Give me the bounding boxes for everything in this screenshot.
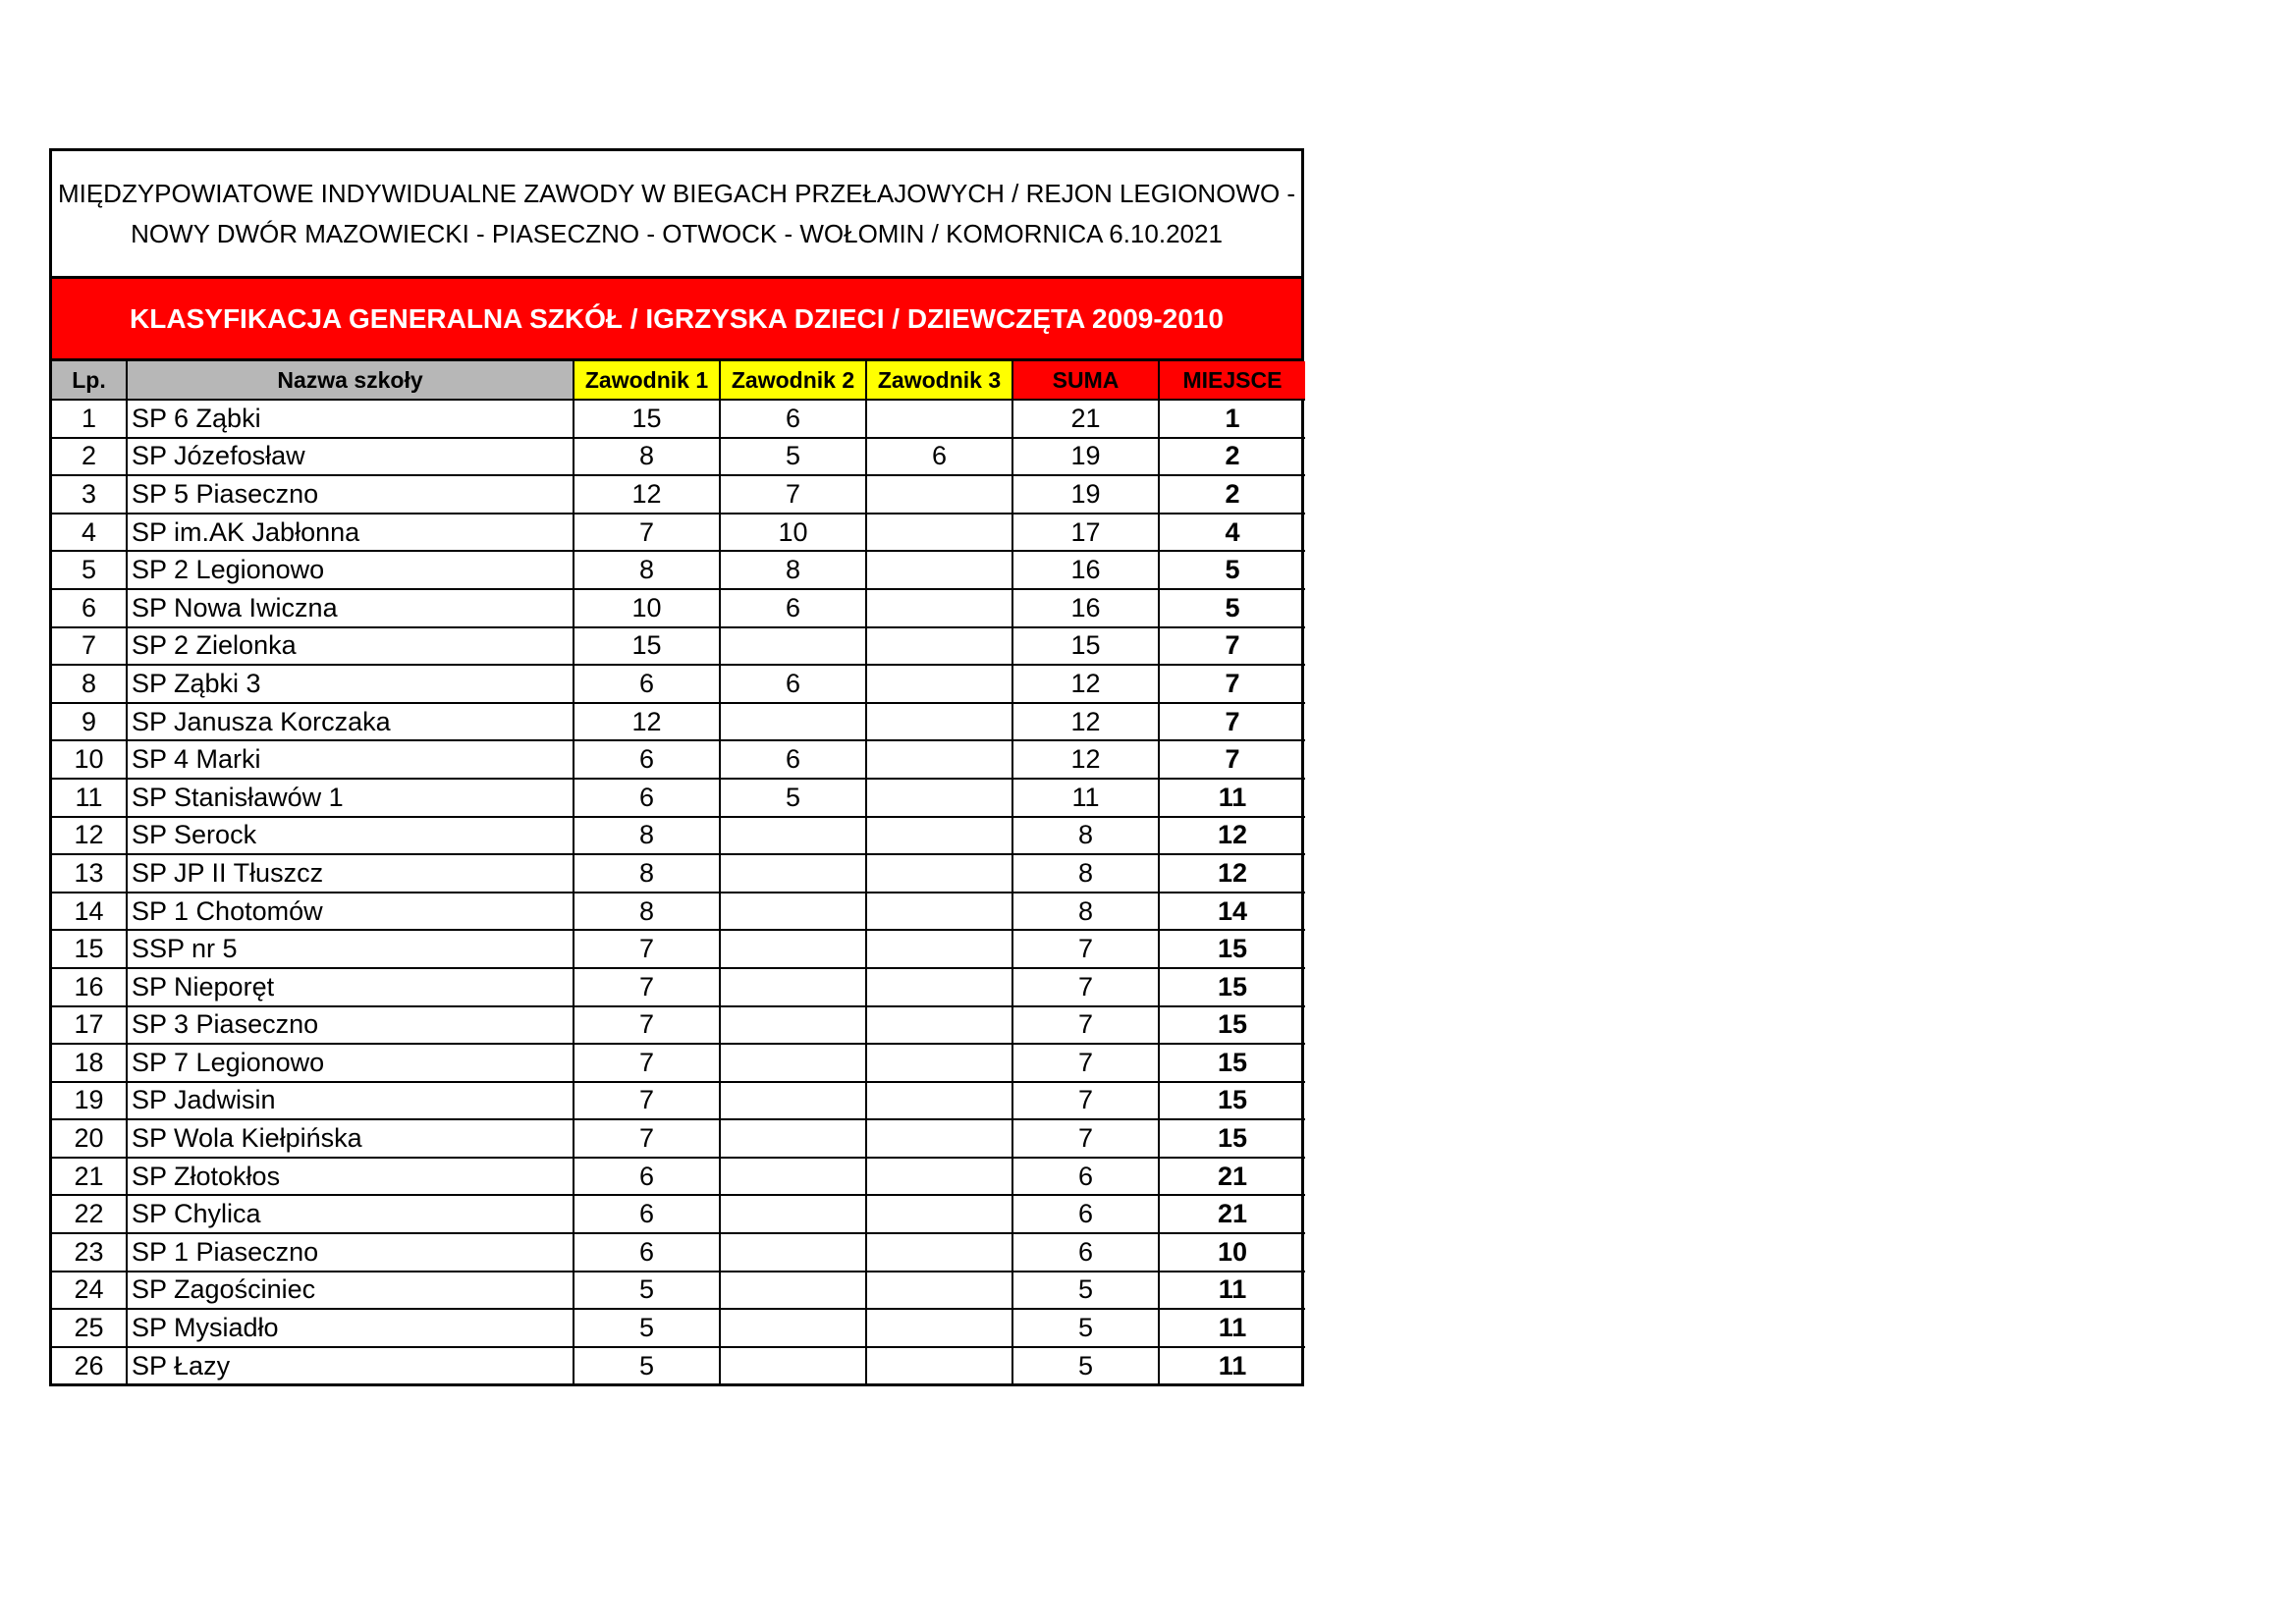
athlete-2-cell: [720, 1309, 866, 1347]
header-school-name: Nazwa szkoły: [127, 361, 574, 400]
header-sum: SUMA: [1012, 361, 1159, 400]
table-row: [52, 1006, 1305, 1045]
table-row: [52, 1158, 1305, 1196]
athlete-3-cell: [866, 779, 1012, 817]
sum-cell: 16: [1012, 551, 1159, 589]
athlete-1-cell: 8: [574, 551, 720, 589]
athlete-1-cell: 10: [574, 589, 720, 627]
athlete-3-cell: [866, 1119, 1012, 1158]
lp-cell: 19: [52, 1082, 127, 1120]
table-row: [52, 1195, 1305, 1233]
table-row: [52, 854, 1305, 893]
school-name-cell: SP 7 Legionowo: [127, 1044, 574, 1082]
athlete-1-cell: 15: [574, 627, 720, 666]
table-row: [52, 703, 1305, 741]
sum-cell: 8: [1012, 854, 1159, 893]
school-name-cell: SP 5 Piaseczno: [127, 475, 574, 514]
place-cell: 15: [1159, 1006, 1305, 1045]
school-name-cell: SP Chylica: [127, 1195, 574, 1233]
school-name-cell: SP Serock: [127, 817, 574, 855]
results-table: [52, 361, 1305, 1383]
classification-banner: KLASYFIKACJA GENERALNA SZKÓŁ / IGRZYSKA DZIECI / DZIEWCZĘTA 2009-2010: [52, 279, 1301, 361]
athlete-2-cell: 7: [720, 475, 866, 514]
lp-cell: 9: [52, 703, 127, 741]
lp-cell: 16: [52, 968, 127, 1006]
table-row: [52, 589, 1305, 627]
sum-cell: 7: [1012, 1119, 1159, 1158]
athlete-3-cell: 6: [866, 438, 1012, 476]
athlete-2-cell: [720, 854, 866, 893]
table-row: [52, 551, 1305, 589]
athlete-3-cell: [866, 968, 1012, 1006]
header-lp: Lp.: [52, 361, 127, 400]
table-row: [52, 1233, 1305, 1272]
place-cell: 14: [1159, 893, 1305, 931]
table-row: [52, 1082, 1305, 1120]
sum-cell: 12: [1012, 665, 1159, 703]
athlete-1-cell: 5: [574, 1309, 720, 1347]
sum-cell: 21: [1012, 400, 1159, 438]
lp-cell: 4: [52, 514, 127, 552]
athlete-2-cell: 10: [720, 514, 866, 552]
athlete-3-cell: [866, 627, 1012, 666]
lp-cell: 12: [52, 817, 127, 855]
sum-cell: 7: [1012, 1082, 1159, 1120]
athlete-2-cell: 5: [720, 438, 866, 476]
table-row: [52, 665, 1305, 703]
athlete-2-cell: [720, 1158, 866, 1196]
school-name-cell: SP 6 Ząbki: [127, 400, 574, 438]
athlete-2-cell: [720, 968, 866, 1006]
athlete-3-cell: [866, 400, 1012, 438]
place-cell: 15: [1159, 1044, 1305, 1082]
results-sheet: [49, 148, 1304, 1386]
lp-cell: 7: [52, 627, 127, 666]
sum-cell: 6: [1012, 1158, 1159, 1196]
place-cell: 5: [1159, 589, 1305, 627]
school-name-cell: SP Mysiadło: [127, 1309, 574, 1347]
athlete-1-cell: 7: [574, 514, 720, 552]
athlete-1-cell: 5: [574, 1272, 720, 1310]
sum-cell: 6: [1012, 1233, 1159, 1272]
table-row: [52, 1119, 1305, 1158]
school-name-cell: SP Łazy: [127, 1347, 574, 1384]
athlete-2-cell: 6: [720, 589, 866, 627]
athlete-3-cell: [866, 1272, 1012, 1310]
sum-cell: 5: [1012, 1347, 1159, 1384]
place-cell: 11: [1159, 1347, 1305, 1384]
athlete-3-cell: [866, 930, 1012, 968]
athlete-3-cell: [866, 1044, 1012, 1082]
lp-cell: 26: [52, 1347, 127, 1384]
athlete-2-cell: [720, 703, 866, 741]
sum-cell: 6: [1012, 1195, 1159, 1233]
place-cell: 4: [1159, 514, 1305, 552]
athlete-1-cell: 8: [574, 893, 720, 931]
place-cell: 7: [1159, 740, 1305, 779]
sum-cell: 12: [1012, 740, 1159, 779]
place-cell: 7: [1159, 703, 1305, 741]
school-name-cell: SP Zagościniec: [127, 1272, 574, 1310]
place-cell: 10: [1159, 1233, 1305, 1272]
place-cell: 5: [1159, 551, 1305, 589]
lp-cell: 20: [52, 1119, 127, 1158]
lp-cell: 13: [52, 854, 127, 893]
athlete-3-cell: [866, 740, 1012, 779]
school-name-cell: SP 2 Legionowo: [127, 551, 574, 589]
athlete-1-cell: 6: [574, 1195, 720, 1233]
athlete-1-cell: 8: [574, 854, 720, 893]
athlete-3-cell: [866, 551, 1012, 589]
lp-cell: 15: [52, 930, 127, 968]
school-name-cell: SP Złotokłos: [127, 1158, 574, 1196]
lp-cell: 6: [52, 589, 127, 627]
athlete-1-cell: 7: [574, 1044, 720, 1082]
place-cell: 15: [1159, 968, 1305, 1006]
place-cell: 2: [1159, 475, 1305, 514]
place-cell: 7: [1159, 627, 1305, 666]
title-line-2: NOWY DWÓR MAZOWIECKI - PIASECZNO - OTWOCK - WOŁOMIN / KOMORNICA 6.10.2021: [131, 218, 1223, 248]
sum-cell: 8: [1012, 817, 1159, 855]
school-name-cell: SP im.AK Jabłonna: [127, 514, 574, 552]
lp-cell: 3: [52, 475, 127, 514]
table-row: [52, 475, 1305, 514]
place-cell: 2: [1159, 438, 1305, 476]
athlete-1-cell: 6: [574, 665, 720, 703]
athlete-3-cell: [866, 514, 1012, 552]
school-name-cell: SP 2 Zielonka: [127, 627, 574, 666]
school-name-cell: SSP nr 5: [127, 930, 574, 968]
place-cell: 15: [1159, 1082, 1305, 1120]
athlete-1-cell: 7: [574, 968, 720, 1006]
place-cell: 7: [1159, 665, 1305, 703]
lp-cell: 23: [52, 1233, 127, 1272]
sum-cell: 5: [1012, 1272, 1159, 1310]
athlete-2-cell: [720, 1044, 866, 1082]
school-name-cell: SP 1 Piaseczno: [127, 1233, 574, 1272]
title-line-1: MIĘDZYPOWIATOWE INDYWIDUALNE ZAWODY W BIEGACH PRZEŁAJOWYCH / REJON LEGIONOWO -: [57, 178, 1296, 208]
school-name-cell: SP Stanisławów 1: [127, 779, 574, 817]
athlete-3-cell: [866, 854, 1012, 893]
table-row: [52, 400, 1305, 438]
athlete-3-cell: [866, 589, 1012, 627]
lp-cell: 2: [52, 438, 127, 476]
sum-cell: 7: [1012, 1044, 1159, 1082]
table-row: [52, 817, 1305, 855]
athlete-1-cell: 6: [574, 740, 720, 779]
athlete-2-cell: 8: [720, 551, 866, 589]
sum-cell: 5: [1012, 1309, 1159, 1347]
lp-cell: 8: [52, 665, 127, 703]
table-row: [52, 968, 1305, 1006]
school-name-cell: SP Nieporęt: [127, 968, 574, 1006]
lp-cell: 1: [52, 400, 127, 438]
lp-cell: 18: [52, 1044, 127, 1082]
athlete-2-cell: [720, 893, 866, 931]
school-name-cell: SP Nowa Iwiczna: [127, 589, 574, 627]
athlete-3-cell: [866, 703, 1012, 741]
sum-cell: 7: [1012, 968, 1159, 1006]
lp-cell: 21: [52, 1158, 127, 1196]
table-row: [52, 514, 1305, 552]
athlete-1-cell: 6: [574, 1233, 720, 1272]
table-row: [52, 740, 1305, 779]
athlete-3-cell: [866, 893, 1012, 931]
sum-cell: 7: [1012, 1006, 1159, 1045]
athlete-1-cell: 7: [574, 930, 720, 968]
athlete-3-cell: [866, 1082, 1012, 1120]
athlete-3-cell: [866, 1309, 1012, 1347]
school-name-cell: SP 3 Piaseczno: [127, 1006, 574, 1045]
school-name-cell: SP 4 Marki: [127, 740, 574, 779]
sum-cell: 17: [1012, 514, 1159, 552]
athlete-1-cell: 8: [574, 817, 720, 855]
sum-cell: 11: [1012, 779, 1159, 817]
athlete-2-cell: [720, 817, 866, 855]
place-cell: 15: [1159, 930, 1305, 968]
school-name-cell: SP JP II Tłuszcz: [127, 854, 574, 893]
sum-cell: 19: [1012, 475, 1159, 514]
place-cell: 12: [1159, 817, 1305, 855]
table-row: [52, 438, 1305, 476]
place-cell: 11: [1159, 1309, 1305, 1347]
athlete-1-cell: 12: [574, 475, 720, 514]
place-cell: 21: [1159, 1195, 1305, 1233]
athlete-1-cell: 6: [574, 779, 720, 817]
table-header-row: [52, 361, 1305, 400]
athlete-3-cell: [866, 1158, 1012, 1196]
lp-cell: 10: [52, 740, 127, 779]
lp-cell: 11: [52, 779, 127, 817]
table-row: [52, 1347, 1305, 1384]
athlete-2-cell: 6: [720, 665, 866, 703]
athlete-1-cell: 7: [574, 1082, 720, 1120]
place-cell: 12: [1159, 854, 1305, 893]
athlete-2-cell: [720, 1195, 866, 1233]
athlete-2-cell: [720, 1006, 866, 1045]
sum-cell: 19: [1012, 438, 1159, 476]
athlete-2-cell: [720, 1347, 866, 1384]
athlete-1-cell: 12: [574, 703, 720, 741]
document-title: [52, 151, 1301, 279]
athlete-2-cell: [720, 1233, 866, 1272]
sum-cell: 15: [1012, 627, 1159, 666]
header-athlete-2: Zawodnik 2: [720, 361, 866, 400]
athlete-1-cell: 5: [574, 1347, 720, 1384]
athlete-2-cell: [720, 930, 866, 968]
athlete-1-cell: 7: [574, 1119, 720, 1158]
school-name-cell: SP 1 Chotomów: [127, 893, 574, 931]
athlete-1-cell: 6: [574, 1158, 720, 1196]
place-cell: 21: [1159, 1158, 1305, 1196]
school-name-cell: SP Janusza Korczaka: [127, 703, 574, 741]
sum-cell: 8: [1012, 893, 1159, 931]
lp-cell: 25: [52, 1309, 127, 1347]
athlete-3-cell: [866, 817, 1012, 855]
athlete-2-cell: [720, 1272, 866, 1310]
athlete-1-cell: 15: [574, 400, 720, 438]
lp-cell: 17: [52, 1006, 127, 1045]
athlete-1-cell: 8: [574, 438, 720, 476]
athlete-3-cell: [866, 1233, 1012, 1272]
athlete-2-cell: [720, 1082, 866, 1120]
sum-cell: 16: [1012, 589, 1159, 627]
school-name-cell: SP Wola Kiełpińska: [127, 1119, 574, 1158]
lp-cell: 5: [52, 551, 127, 589]
header-athlete-1: Zawodnik 1: [574, 361, 720, 400]
lp-cell: 14: [52, 893, 127, 931]
athlete-2-cell: 6: [720, 740, 866, 779]
table-row: [52, 627, 1305, 666]
athlete-3-cell: [866, 1006, 1012, 1045]
school-name-cell: SP Ząbki 3: [127, 665, 574, 703]
sum-cell: 12: [1012, 703, 1159, 741]
table-row: [52, 1309, 1305, 1347]
place-cell: 11: [1159, 1272, 1305, 1310]
table-row: [52, 1044, 1305, 1082]
place-cell: 11: [1159, 779, 1305, 817]
header-athlete-3: Zawodnik 3: [866, 361, 1012, 400]
school-name-cell: SP Jadwisin: [127, 1082, 574, 1120]
table-body: [52, 400, 1305, 1383]
athlete-2-cell: 6: [720, 400, 866, 438]
athlete-3-cell: [866, 1347, 1012, 1384]
athlete-2-cell: [720, 1119, 866, 1158]
table-row: [52, 779, 1305, 817]
table-row: [52, 930, 1305, 968]
header-place: MIEJSCE: [1159, 361, 1305, 400]
athlete-3-cell: [866, 665, 1012, 703]
school-name-cell: SP Józefosław: [127, 438, 574, 476]
athlete-2-cell: 5: [720, 779, 866, 817]
sum-cell: 7: [1012, 930, 1159, 968]
place-cell: 1: [1159, 400, 1305, 438]
table-row: [52, 1272, 1305, 1310]
athlete-3-cell: [866, 475, 1012, 514]
athlete-2-cell: [720, 627, 866, 666]
athlete-3-cell: [866, 1195, 1012, 1233]
place-cell: 15: [1159, 1119, 1305, 1158]
athlete-1-cell: 7: [574, 1006, 720, 1045]
lp-cell: 24: [52, 1272, 127, 1310]
table-row: [52, 893, 1305, 931]
lp-cell: 22: [52, 1195, 127, 1233]
